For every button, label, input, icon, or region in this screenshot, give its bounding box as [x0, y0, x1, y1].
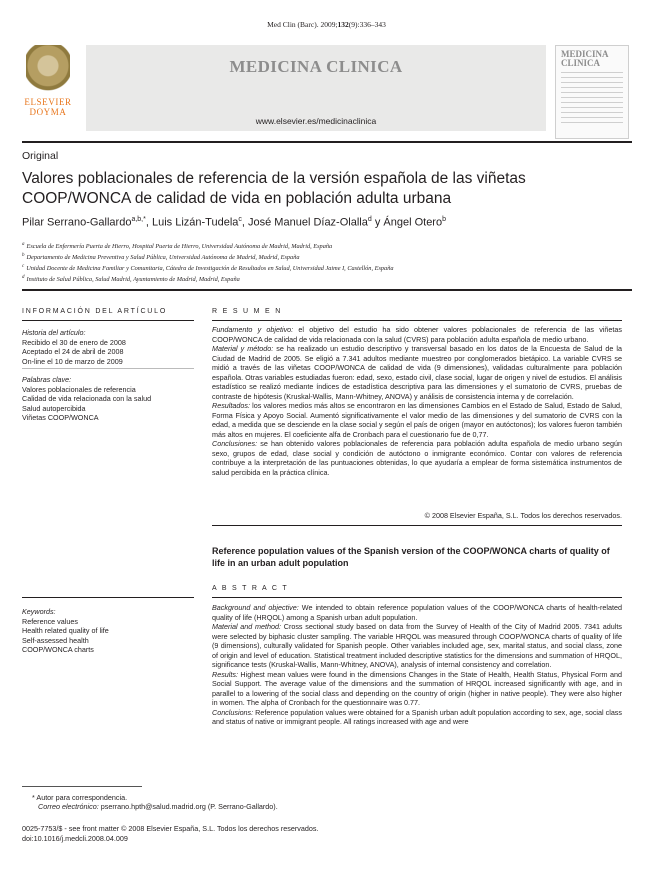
author-name: Luis Lizán-Tudela	[151, 216, 239, 229]
paragraph-label: Fundamento y objetivo:	[212, 325, 294, 334]
history-rule	[22, 368, 194, 369]
history-list	[22, 338, 194, 367]
affiliation-text: Departamento de Medicina Preventiva y Salud Pública, Universidad Autónoma de Madrid, Madrid, España	[26, 254, 300, 262]
title-line1: Valores poblacionales de referencia de la versión española de las viñetas	[22, 170, 526, 187]
affiliation-item	[22, 273, 632, 284]
english-title: Reference population values of the Spanish version of the COOP/WONCA charts of quality of life in an urban adult population	[212, 546, 610, 568]
abstract-heading: A B S T R A C T	[212, 585, 289, 592]
citation-pages: :336–343	[357, 20, 386, 29]
publisher-imprint: DOYMA	[29, 107, 67, 117]
article-title	[22, 169, 622, 209]
journal-url[interactable]: www.elsevier.es/medicinaclinica	[255, 116, 377, 126]
email-address[interactable]: pserrano.hpth@salud.madrid.org (P. Serrano-Gallardo).	[98, 802, 278, 811]
affiliation-item	[22, 251, 632, 262]
paragraph-text: Cross sectional study based on data from the Survey of Health of the City of Madrid 2005. 7341 adults were selected by biphasic cluster sampling. The variable HRQOL was measured through COOP/WONCA charts of quality of life (9 dimensions), culturally validated for Spanish people. Other variables included age, sex, marital status, and social class, zone of origin and level of education. Statistical treatment included descriptive statistics for the dimensions and summation of HRQOL, significance tests (Kruskal-Wallis, Mann-Whitney, ANOVA), analysis of internal consistency and correlation.	[212, 622, 622, 669]
paragraph-text: se ha realizado un estudio descriptivo y transversal basado en los datos de la Encuesta de Salud de la Ciudad de Madrid de 2005. Se eligió a 7.341 adultos mediante muestreo por conglomerados bietápico. La variable CVRS se midió a través de las viñetas COOP/WONCA de calidad de vida (9 dimensiones), validadas culturalmente para población española. Otras variables estudiadas fueron: edad, sexo, estado civil, clase social, lugar de origen y nivel de estudios. El análisis estadístico se realizó mediante índices de estadística descriptiva para las dimensiones y el sumatorio de CVRS, pruebas de contraste de hipótesis (Kruskal-Wallis, Mann-Whitney, ANOVA) y análisis de consistencia interna y de correlación.	[212, 344, 623, 401]
citation-issue: (9)	[348, 20, 358, 29]
paragraph-label: Conclusiones:	[212, 439, 258, 448]
keywords-en-list	[22, 617, 194, 655]
abstract-paragraph	[212, 344, 622, 401]
paragraph-label: Material and method:	[212, 622, 282, 631]
article-info-heading: INFORMACIÓN DEL ARTÍCULO	[22, 308, 168, 315]
journal-name: MEDICINA CLINICA	[229, 57, 403, 76]
affiliation-item	[22, 240, 632, 251]
paragraph-label: Material y método:	[212, 344, 274, 353]
affiliation-rule	[22, 289, 632, 291]
resumen-copyright: © 2008 Elsevier España, S.L. Todos los derechos reservados.	[424, 511, 622, 520]
correspondence-note: * Autor para correspondencia.	[32, 793, 128, 802]
cover-title-line2: CLINICA	[561, 58, 601, 68]
paragraph-text: Reference population values were obtained for a Spanish urban adult population according to sex, age, social class and status of native or immigrant people. All ratings increased with age and were	[212, 707, 622, 726]
resumen-heading: R E S U M E N	[212, 308, 283, 315]
keywords-label: Palabras clave:	[22, 375, 72, 384]
author-affiliation-marker: a,b,*	[131, 216, 146, 223]
resumen-rule	[212, 320, 622, 321]
affiliation-marker: c	[22, 264, 25, 270]
author-name: Ángel Otero	[383, 216, 443, 229]
email-label: Correo electrónico:	[38, 802, 99, 811]
abstract-rule	[212, 597, 622, 598]
abstract-paragraph	[212, 622, 622, 670]
author-separator: ,	[145, 216, 152, 229]
paragraph-text: el objetivo del estudio ha sido obtener valores poblacionales de referencia de las viñetas COOP/WONCA de calidad de vida relacionada con la salud (CVRS) para población adulta española de medio urbano.	[212, 325, 622, 344]
elsevier-tree-icon	[26, 45, 70, 97]
header-rule	[22, 141, 632, 143]
history-item: On-line el 10 de marzo de 2009	[22, 356, 123, 366]
affiliation-text: Unidad Docente de Medicina Familiar y Comunitaria, Cátedra de Investigación de Resultados en Salud, Universidad Jaime I, Castellón, España	[26, 265, 394, 273]
abstract-paragraph	[212, 708, 622, 727]
author-separator: ,	[241, 216, 249, 229]
affiliation-marker: b	[22, 253, 25, 259]
keyword-item: Reference values	[22, 616, 78, 626]
abstract-paragraph	[212, 670, 622, 708]
author-separator: y	[371, 216, 384, 229]
elsevier-logo	[22, 45, 74, 125]
abstract-paragraph	[212, 325, 622, 344]
abstract-paragraph	[212, 401, 622, 439]
author-affiliation-marker: b	[442, 216, 446, 223]
author-affiliation-marker: d	[367, 216, 372, 223]
paragraph-label: Results:	[212, 669, 238, 679]
issn-line: 0025-7753/$ - see front matter © 2008 Elsevier España, S.L. Todos los derechos reservados.	[22, 824, 319, 833]
history-item: Recibido el 30 de enero de 2008	[22, 337, 126, 347]
paragraph-text: Highest mean values were found in the dimensions Changes in the State of Health, Health Status, Physical Form and Social Support. The average value of the dimensions and the summation of HRQOL increased significantly with age, and in parallel to a lowering of the social class and depending on the country of origin (higher in native people). They were also higher in women. The alpha of Cronbach for the questionnaire was 0.77.	[212, 669, 622, 707]
author-affiliation-marker: c	[238, 216, 242, 223]
affiliation-text: Escuela de Enfermería Puerta de Hierro, Hospital Puerta de Hierro, Universidad Autónoma de Madrid, Madrid, España	[26, 243, 333, 251]
keywords-en-rule	[22, 597, 194, 598]
resumen-end-rule	[212, 525, 622, 526]
affiliation-marker: d	[22, 275, 25, 281]
keyword-item: Viñetas COOP/WONCA	[22, 413, 99, 423]
paragraph-text: se han obtenido valores poblacionales de referencia para población adulta española de medio urbano según sexo, grupos de edad, clase social y condición de autóctono o inmigrante económico. Contar con valores de referencia contribuye a la interpretación de las puntuaciones obtenidas, lo que ayudaría a emplear de forma sistemática instrumentos de salud percibida en la práctica clínica.	[212, 439, 622, 477]
keyword-item: COOP/WONCA charts	[22, 645, 94, 655]
author-list	[22, 216, 632, 229]
journal-banner	[86, 45, 546, 131]
email-note	[38, 802, 278, 812]
paragraph-text: We intended to obtain reference population values of the COOP/WONCA charts of health-related quality of life (HRQOL) among a Spanish urban adult population.	[212, 603, 622, 622]
article-info-rule	[22, 320, 194, 321]
history-item: Aceptado el 24 de abril de 2008	[22, 347, 124, 357]
keyword-item: Salud autopercibida	[22, 403, 86, 413]
affiliation-item	[22, 262, 632, 273]
keyword-item: Self-assessed health	[22, 635, 89, 645]
cover-title-line1: MEDICINA	[561, 49, 609, 59]
keyword-item: Health related quality of life	[22, 626, 109, 636]
keyword-item: Calidad de vida relacionada con la salud	[22, 394, 152, 404]
doi-line[interactable]: doi:10.1016/j.medcli.2008.04.009	[22, 834, 128, 843]
journal-cover	[555, 45, 629, 139]
keywords-en	[22, 607, 194, 655]
affiliation-text: Instituto de Salud Pública, Salud Madrid, Ayuntamiento de Madrid, Madrid, España	[26, 276, 240, 284]
paragraph-label: Background and objective:	[212, 603, 299, 612]
keyword-item: Valores poblacionales de referencia	[22, 384, 136, 394]
article-history	[22, 328, 194, 366]
paragraph-text: los valores medios más altos se encontraron en las dimensiones Cambios en el Estado de Salud, Estado de Salud, Forma Física y Apoyo Social. Aumentó significativamente el valor medio de las dimensiones y del sumatorio de CVRS con la edad, a medida que se desciende en la clase social y según el país de origen (mayor en autóctonos); los valores fueron también más altos en mujeres. El coeficiente alfa de Cronbach para el cuestionario fue de 0,77.	[212, 401, 622, 439]
cover-content-lines	[556, 72, 628, 123]
title-line2: COOP/WONCA de calidad de vida en población adulta urbana	[22, 190, 452, 207]
keywords-en-label: Keywords:	[22, 607, 56, 616]
abstract-body	[212, 603, 622, 727]
abstract-paragraph	[212, 439, 622, 477]
history-label: Historia del artículo:	[22, 328, 86, 337]
cover-title	[556, 46, 628, 68]
author-name: José Manuel Díaz-Olalla	[248, 216, 368, 229]
paragraph-label: Resultados:	[212, 401, 250, 410]
keywords-es	[22, 375, 194, 423]
footnote-rule	[22, 786, 142, 787]
affiliation-list	[22, 240, 632, 284]
section-tag: Original	[22, 150, 59, 162]
citation-header	[0, 20, 653, 29]
resumen-body	[212, 325, 622, 477]
keywords-es-list	[22, 385, 194, 423]
publisher-name: ELSEVIER	[24, 97, 72, 107]
citation-prefix: Med Clin (Barc). 2009;	[267, 20, 338, 29]
abstract-paragraph	[212, 603, 622, 622]
affiliation-marker: a	[22, 242, 25, 247]
paragraph-label: Conclusions:	[212, 707, 254, 717]
author-name: Pilar Serrano-Gallardo	[22, 216, 132, 229]
citation-volume: 132	[337, 20, 349, 29]
